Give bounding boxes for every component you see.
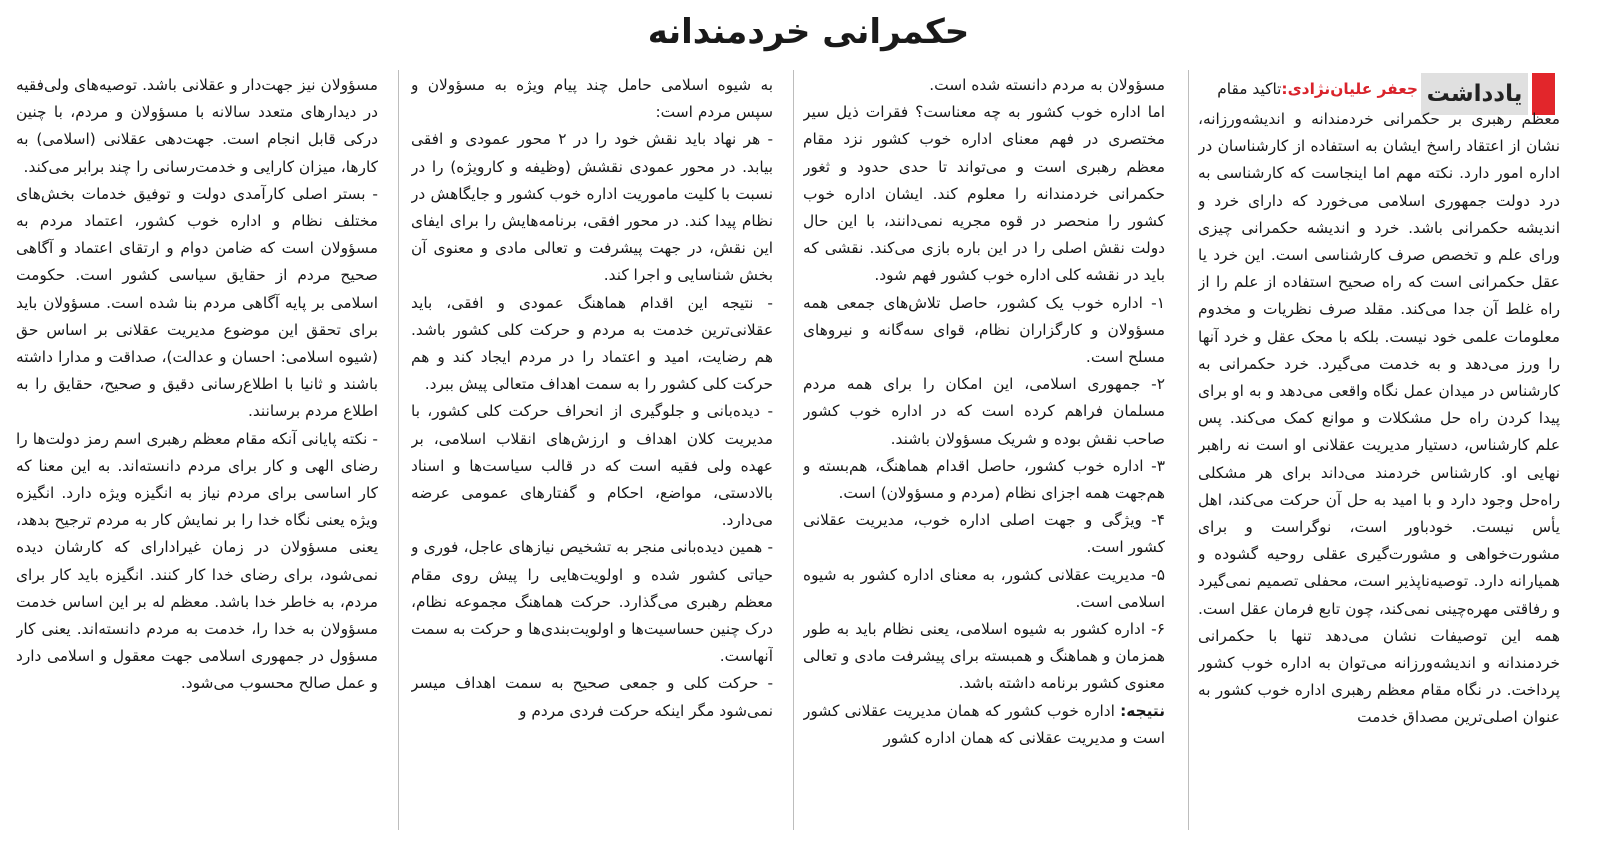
column-divider (398, 70, 399, 830)
author-name: جعفر علیان‌نژادی: (1281, 80, 1418, 98)
paragraph: - دیده‌بانی و جلوگیری از انحراف حرکت کلی کشور، با مدیریت کلان اهداف و ارزش‌های انقلاب اسلامی، بر عهده ولی فقیه است که در قالب سیاست‌ها و اسناد بالادستی، مواضع، احکام و گفتارهای عمومی عرضه می‌دارد. (411, 402, 773, 530)
paragraph: - هر نهاد باید نقش خود را در ۲ محور عمودی و افقی بیابد. در محور عمودی نقشش (وظیفه و کارویژه) را در نسبت با کلیت ماموریت اداره خوب کشور و جایگاهش در نظام پیدا کند. در محور افقی، برنامه‌هایش را برای ایفای این نقش، در جهت پیشرفت و تعالی مادی و معنوی آن بخش شناسایی و اجرا کند. (411, 130, 773, 285)
headline: حکمرانی خردمندانه (647, 12, 970, 52)
paragraph: ۴- ویژگی و جهت اصلی اداره خوب، مدیریت عقلانی کشور است. (803, 511, 1165, 557)
paragraph: مسؤولان به مردم دانسته شده است. (929, 76, 1165, 94)
paragraph: به شیوه اسلامی حامل چند پیام ویژه به مسؤولان و سپس مردم است: (411, 76, 773, 122)
paragraph: - بستر اصلی کارآمدی دولت و توفیق خدمات بخش‌های مختلف نظام و اداره خوب کشور، اعتماد مردم به مسؤولان است که ضامن دوام و ارتقای اعتماد و آگاهی صحیح مردم از حقایق سیاسی کشور است. حکومت اسلامی بر پایه آگاهی مردم بنا شده است. مسؤولان باید برای تحقق این موضوع مدیریت عقلانی بر اساس حق (شیوه اسلامی: احسان و عدالت)، صداقت و مدارا داشته باشند و ثانیا با اطلاع‌رسانی دقیق و صحیح، حقایق را به اطلاع مردم برسانند. (16, 184, 378, 421)
paragraph: ۶- اداره کشور به شیوه اسلامی، یعنی نظام باید به طور همزمان و هماهنگ و همبسته برای پیشرفت مادی و تعالی معنوی کشور برنامه داشته باشد. (803, 620, 1165, 693)
paragraph: مسؤولان نیز جهت‌دار و عقلانی باشد. توصیه‌های ولی‌فقیه در دیدارهای متعدد سالانه با مسؤولان و مردم، با چنین درکی قابل انجام است. جهت‌دهی عقلانی (اسلامی) به کارها، میزان کارایی و خدمت‌رسانی را چند برابر می‌کند. (16, 76, 378, 176)
article-column-4 (16, 72, 378, 834)
paragraph: ۳- اداره خوب کشور، حاصل اقدام هماهنگ، هم‌بسته و هم‌جهت همه اجزای نظام (مردم و مسؤولان) است. (803, 456, 1165, 503)
paragraph: ۱- اداره خوب یک کشور، حاصل تلاش‌های جمعی همه مسؤولان و کارگزاران نظام، قوای سه‌گانه و نیروهای مسلح است. (803, 293, 1165, 367)
column-divider (793, 70, 794, 830)
paragraph: معظم رهبری بر حکمرانی خردمندانه و اندیشه‌ورزانه، نشان از اعتقاد راسخ ایشان به استفاده از کارشناسان در اداره امور دارد. نکته مهم اما اینجاست که کارشناسی به درد دولت جمهوری اسلامی می‌خورد که دارای خرد و اندیشه حکمرانی باشد. خرد و اندیشه حکمرانی چیزی ورای علم و تخصص صرف کارشناسی است. این خرد یا عقل حکمرانی است که راه صحیح استفاده از علم را از راه غلط آن جدا می‌کند. مقلد صرف نظریات و مخدوم معلومات علمی خود نیست. بلکه با محک عقل و خرد آنها را ورز می‌دهد و به خدمت می‌گیرد. خرد حکمرانی به کارشناس در میدان عمل نگاه واقعی می‌دهد و به او برای پیدا کردن راه حل مشکلات و موانع کمک می‌کند. پس علم کارشناس، دستیار مدیریت عقلانی او است نه راهبر نهایی او. کارشناس خردمند می‌داند برای هر مشکلی راه‌حل وجود دارد و با امید به حل آن حرکت می‌کند، اهل یأس نیست. خودباور است، نوگراست و برای مشورت‌خواهی و مشورت‌گیری عقلی روحیه گشوده و همیارانه دارد. توصیه‌ناپذیر است، محفلی تصمیم نمی‌گیرد و رفاقتی مهره‌چینی نمی‌کند، چون تابع فرمان عقل است. همه این توصیفات نشان می‌دهد تنها با حکمرانی خردمندانه و اندیشه‌ورزانه می‌توان به اداره خوب کشور پرداخت. در نگاه مقام معظم رهبری اداره خوب کشور به عنوان اصلی‌ترین مصداق خدمت (1198, 110, 1560, 727)
byline (1198, 76, 1418, 103)
paragraph: - نکته پایانی آنکه مقام معظم رهبری اسم رمز دولت‌ها را رضای الهی و کار برای مردم دانسته‌اند. به این معنا که کار اساسی برای مردم نیاز به انگیزه ویژه دارد. انگیزه ویژه یعنی نگاه خدا را بر نمایش کار به مردم ترجیح بدهد، یعنی مسؤولان در زمان غیرادارای که کارشان دیده نمی‌شود، برای رضای خدا کار کنند. انگیزه باید کار برای مردم، به خاطر خدا باشد. معظم له بر این اساس خدمت مسؤولان به خدا را، خدمت به مردم دانسته‌اند. یعنی کار مسؤول در جمهوری اسلامی جهت معقول و اسلامی دارد و عمل صالح محسوب می‌شود. (16, 429, 378, 693)
article-column-1 (1198, 106, 1560, 834)
paragraph: ۲- جمهوری اسلامی، این امکان را برای همه مردم مسلمان فراهم کرده است که در اداره خوب کشور صاحب نقش بوده و شریک مسؤولان باشند. (803, 375, 1165, 448)
column-divider (1188, 70, 1189, 830)
paragraph: - نتیجه این اقدام هماهنگ عمودی و افقی، باید عقلانی‌ترین خدمت به مردم و حرکت کلی کشور باشد. هم رضایت، امید و اعتماد را در مردم ایجاد کند و هم حرکت کلی کشور را به سمت اهداف متعالی پیش ببرد. (411, 293, 773, 394)
conclusion-label: نتیجه: (1120, 701, 1165, 720)
paragraph: - حرکت کلی و جمعی صحیح به سمت اهداف میسر نمی‌شود مگر اینکه حرکت فردی مردم و (411, 674, 773, 720)
paragraph: - همین دیده‌بانی منجر به تشخیص نیازهای عاجل، فوری و حیاتی کشور شده و اولویت‌هایی را پیش روی مقام معظم رهبری می‌گذارد. حرکت هماهنگ مجموعه نظام، درک چنین حساسیت‌ها و اولویت‌بندی‌ها و حرکت به سمت آنهاست. (411, 538, 773, 666)
conclusion-paragraph: نتیجه: اداره خوب کشور که همان مدیریت عقلانی کشور است و مدیریت عقلانی که همان اداره کشور (803, 701, 1165, 747)
author-lead-text: تاکید مقام (1217, 80, 1282, 98)
article-column-2 (803, 72, 1165, 834)
section-tag-label: یادداشت (1426, 81, 1523, 107)
article-column-3 (411, 72, 773, 834)
paragraph: اما اداره خوب کشور به چه معناست؟ فقرات ذیل سیر مختصری در فهم معنای اداره خوب کشور نزد مقام معظم رهبری است و می‌تواند تا حدی حدود و ثغور حکمرانی خردمندانه را معلوم کند. ایشان اداره خوب کشور را منحصر در قوه مجریه نمی‌دانند، با این حال دولت نقش اصلی را در این باره بازی می‌کند. نقشی که باید در نقشه کلی اداره خوب کشور فهم شود. (803, 103, 1165, 285)
paragraph: ۵- مدیریت عقلانی کشور، به معنای اداره کشور به شیوه اسلامی است. (803, 565, 1165, 611)
